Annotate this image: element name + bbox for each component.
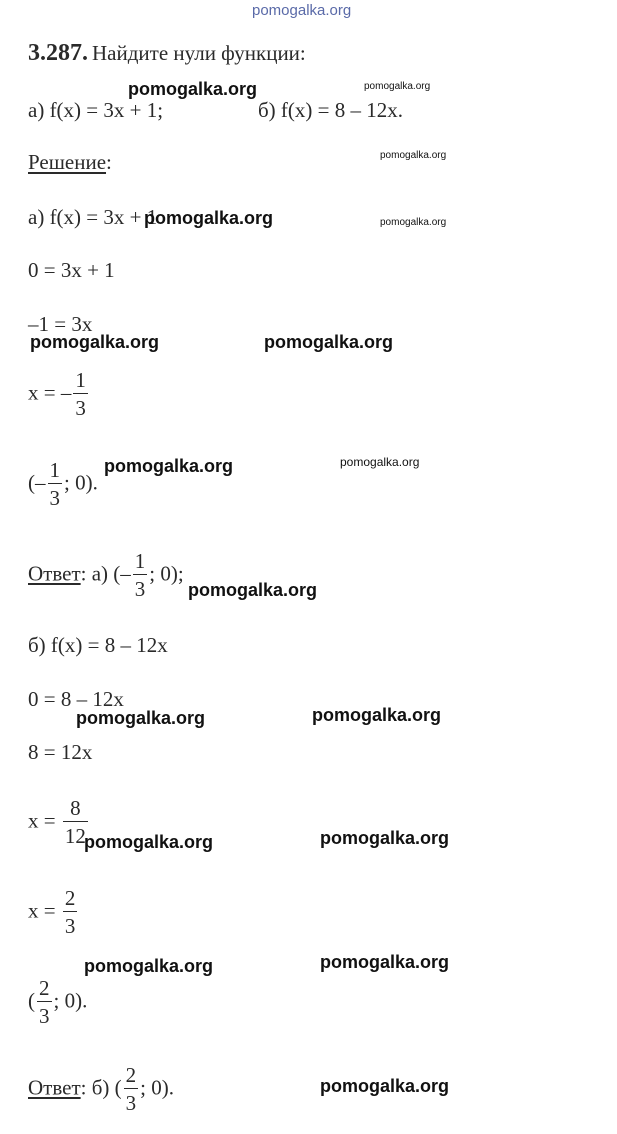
solution-b-point — [28, 975, 87, 1030]
solution-b-line3: 8 = 12x — [28, 740, 93, 764]
fraction — [37, 975, 52, 1030]
solution-a-x-prefix: x = – — [28, 380, 72, 405]
answer-b-mid: : б) ( — [80, 1075, 122, 1100]
fraction-numerator: 2 — [39, 976, 50, 1000]
fraction-denominator: 3 — [124, 1088, 139, 1117]
solution-a-point-close: ; 0). — [64, 470, 98, 495]
watermark: pomogalka.org — [104, 456, 234, 476]
solution-b-x1 — [28, 795, 90, 850]
watermark: pomogalka.org — [76, 708, 206, 728]
solution-b-line2: 0 = 8 – 12x — [28, 687, 124, 711]
solution-a-line3: –1 = 3x — [28, 312, 93, 336]
watermark: pomogalka.org — [128, 79, 258, 99]
solution-b-point-close: ; 0). — [53, 988, 88, 1013]
answer-b — [28, 1062, 174, 1117]
solution-b-line1: б) f(x) = 8 – 12x — [28, 633, 168, 657]
fraction-numerator: 1 — [134, 549, 146, 573]
watermark: pomogalka.org — [84, 956, 214, 976]
watermark: pomogalka.org — [380, 217, 447, 228]
watermark: pomogalka.org — [264, 332, 394, 352]
fraction-denominator: 3 — [48, 483, 63, 512]
solution-heading — [28, 150, 112, 174]
fraction-numerator: 8 — [70, 796, 81, 820]
solution-b-x1-prefix: x = — [28, 808, 56, 833]
fraction-denominator: 3 — [63, 911, 78, 940]
watermark: pomogalka.org — [364, 81, 431, 92]
fraction-numerator: 1 — [49, 458, 60, 482]
fraction — [48, 457, 63, 512]
answer-a — [28, 548, 184, 603]
fraction — [124, 1062, 139, 1117]
solution-heading-text: Решение — [28, 150, 107, 174]
problem-number: 3.287. — [28, 40, 88, 66]
fraction — [73, 367, 88, 422]
answer-b-end: ; 0). — [140, 1075, 174, 1100]
watermark: pomogalka.org — [320, 828, 450, 848]
answer-a-end: ; 0); — [149, 561, 184, 586]
watermark: pomogalka.org — [252, 2, 352, 19]
answer-a-label: Ответ — [28, 561, 81, 586]
fraction — [63, 885, 78, 940]
solution-a-line1: а) f(x) = 3x + 1 — [28, 205, 158, 229]
fraction-denominator: 3 — [37, 1001, 52, 1030]
solution-b-point-open: ( — [28, 988, 35, 1013]
watermark: pomogalka.org — [320, 952, 450, 972]
fraction-numerator: 2 — [125, 1063, 137, 1087]
solution-a-point-open: (– — [28, 470, 46, 495]
fraction — [133, 548, 148, 603]
watermark: pomogalka.org — [312, 705, 442, 725]
watermark: pomogalka.org — [144, 208, 274, 228]
problem-title — [28, 40, 306, 67]
answer-b-label: Ответ — [28, 1075, 81, 1100]
solution-a-point — [28, 457, 98, 512]
fraction-numerator: 2 — [64, 886, 76, 910]
problem-prompt: Найдите нули функции: — [92, 41, 306, 65]
solution-a-line2: 0 = 3x + 1 — [28, 258, 115, 282]
fraction-denominator: 3 — [133, 574, 148, 603]
solution-b-x2 — [28, 885, 79, 940]
solution-a-x — [28, 367, 90, 422]
answer-a-mid: : а) (– — [80, 561, 131, 586]
problem-part-a: а) f(x) = 3x + 1; — [28, 98, 164, 122]
problem-part-b: б) f(x) = 8 – 12x. — [258, 98, 404, 122]
fraction-numerator: 1 — [75, 368, 86, 392]
watermark: pomogalka.org — [188, 580, 318, 600]
watermark: pomogalka.org — [340, 455, 420, 469]
watermark: pomogalka.org — [380, 150, 447, 161]
solution-heading-colon: : — [106, 150, 112, 174]
fraction-denominator: 12 — [63, 821, 88, 850]
watermark: pomogalka.org — [320, 1076, 450, 1096]
watermark: pomogalka.org — [30, 332, 160, 352]
fraction-denominator: 3 — [73, 393, 88, 422]
solution-b-x2-prefix: x = — [28, 898, 56, 923]
watermark: pomogalka.org — [84, 832, 214, 852]
